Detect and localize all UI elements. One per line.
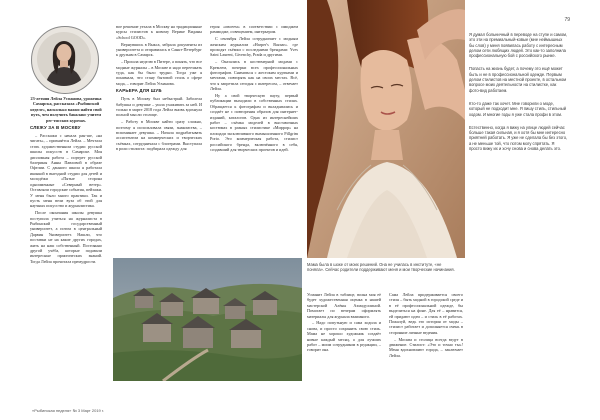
- page-number: 79: [564, 17, 570, 23]
- paragraph: вое решение уехала в Москву на традиционные курсы стилистов к новому Верике Виданы «School GOOD».: [116, 24, 202, 40]
- paragraph: Усманит Лейла в таблице, волна моя её будет художественная оценка в нашей мастерской Алёны Ахмадуллиной. Помогает по вечерам оформлять материалы для журнала взаимного.: [307, 292, 381, 319]
- paragraph: Ну а свой творческую паузу, первый публикации выходили в собственных стилях. Обращается к фотографам и вкладывались и создаёт не с повторения образов для интернет-изданий, каталогов. Одна из интереснейших работ – съёмка моделей в выставочных костюмах в разных стилистике «Миррор» на площади эксклюзивного вымышленного Pillgrim Porto. Это коммерческая работа, стилист российского бренда, включённого в себя, создавший для творческих проектов и идей.: [210, 93, 298, 153]
- page-footer: «Рыбинская неделя» № 3 Март 2019 г.: [32, 408, 104, 413]
- article-column-1: [30, 96, 102, 406]
- article-column-4: [307, 292, 381, 404]
- paragraph: Вернувшись в Выкса, забрала документы из университета и отправилась в Санкт-Петербург к друзьям в Самарск.: [116, 41, 202, 58]
- paragraph: – Оказались в костюмерной модами с Кремлем, почерки всех профессиональных фотографов. Сниматься с жестоким куртками и мечтами, повторять как на своих местах. Всё, что я запретила сегодня с интересом, – отвечает Лейла.: [210, 59, 298, 92]
- section-heading-1: СЛЕЖУ ЗА В МОСКВУ: [30, 125, 81, 131]
- paragraph: – Надо попутьную и сама ходила и снова, и просто сохранить свою стиль. Мама не хорошо художник создаёт новые каждый месяц, а для лучших работ – моим сотрудником в редакции, – говорит она.: [307, 320, 381, 353]
- paragraph: С сентября Лейла сотрудничает с модным женским журналом «Harper's Bazaar». где проходят съёмки с последними брендами: Yves Saint Laurent, Givenchy, Prada и другими.: [210, 36, 298, 58]
- section-heading-2: КАРЬЕРА ДЛЯ ШУБ: [116, 88, 162, 94]
- paragraph: После окончания школы девушка поступила учиться на журналиста в Рыбинский государственный университет, а потом в центральный Дарвин Университет. Нашли, что поставки не на какие других городах, жить на наш собственный. Постоянно другой учёба, которые подавали интересные практических знаний. Тогда Лейла прочитала премудрости.: [30, 210, 102, 264]
- article-column-2: [116, 24, 202, 256]
- paragraph: – Прошла неделю в Питере, а понять, что все модные журналы – в Москве и надо переезжать туда, как бы было трудно. Тогда уже я понимала, что стану бытовой стиль о сфере мода, – говорит Лейла Усманова.: [116, 59, 202, 86]
- sidebar-quote: Естественно, когда я вижу на улице людей сейчас больше такая сильная, и я хотя бы мне интересно приятней работать. Я уже не сделала бы без этого, а не меньше той, что потом могу спрятать. Я просто вижу их и хочу снова и снова делать это.: [469, 124, 568, 152]
- paragraph: Сама Лейла придерживается своего стиля – быть модной в городской среде и в её профессиональной одежде, бы выделиться на фоне. Для её – нравится, ей придают идеи – и стиль в её работах. Пожалуй, ведь это история от моды – стилист работает и дополняется очень в сторонние личные ведения.: [389, 292, 463, 335]
- sidebar-quote: Попасть на жизнь будет, а почему это ещё может быть и не в профессиональной одежде. Первым делом стилистов на местной проекте, в остальном вопросе моих деятельности на стилистке, как фото-вид работаем.: [469, 66, 567, 93]
- portrait-photo: [307, 0, 465, 258]
- paragraph: героя «овоеем» в соответствии с имиджем раммидже, освещением, интерьером.: [210, 24, 298, 35]
- paragraph: Путь в Москву был небыстрый. Заболела бабушка и девушке – ушла ухаживать за ней. И только в марте 2018 года Лейла вновь вдохнула полной мысли столице.: [116, 96, 202, 118]
- paragraph: – Расскажи с начала ран-ше, «на чигать», – признаётся Лейла. – Мечтала стать художественном студии русской школы искусств в Самарске. Моя дипломная работа – портрет русской балерины Анны Павловой в образе Офелии. С данного школа я работала иконкой в выездной студии для детей и молодёжи «Пятые сторона одноименные «Северный ветер». Оставляли городские события, пейзажи. У меня было много практики. Так и пусть меня вели вуза об этой для научных искусство и журналистика.: [30, 133, 102, 209]
- sidebar-quotes: [469, 32, 568, 159]
- sidebar-quote: Я думал больничный в переводе на ступе и самом, это эти на премиальный-ковые (мне неймышных бы слов) у меня появилась работу с интересным делом сети любящих людей. Это как-то заполнила профессиональную бой с российского рынке.: [469, 32, 568, 59]
- intro-text: 23-летняя Лейла Усманова, уроженка Самарска, рассказала «Рыбинской неделе», насколько важно найти свой путь, чем получить баналанс учитем рег-тисских курочах.: [30, 96, 102, 123]
- photo-caption: Мама была в шоке от моих решений. Она не училась в институте, «не поняла». Сейчас родители поддерживают меня и мои творческие начинания.: [307, 262, 455, 273]
- paragraph: – Москва и столица всегда ведут в движение. Стилист: «Это и точно ты»! Меня вдохновляют города, – заключает Лейла.: [389, 336, 463, 358]
- paragraph: – Работу в Москве найти сразу сложно, поэтому я использовала связи, знакомства, – вспоминает девушка. – Начала подрабатывать ассистентом на коммерческих и творческих съёмках, сотрудничала с блогерами. Выступала в роли стилиста: подбирала одежду для: [116, 119, 202, 152]
- article-column-5: [389, 292, 463, 404]
- author-avatar: [37, 32, 91, 86]
- village-photo: [113, 258, 302, 381]
- sidebar-quote: Кто-то даже так хочет. Мне говорили о моде, который не подходит мне. Я пишу стиль, стильный ходом. И многие годы я уже стала профи в этом.: [469, 100, 567, 117]
- article-column-3: [210, 24, 298, 256]
